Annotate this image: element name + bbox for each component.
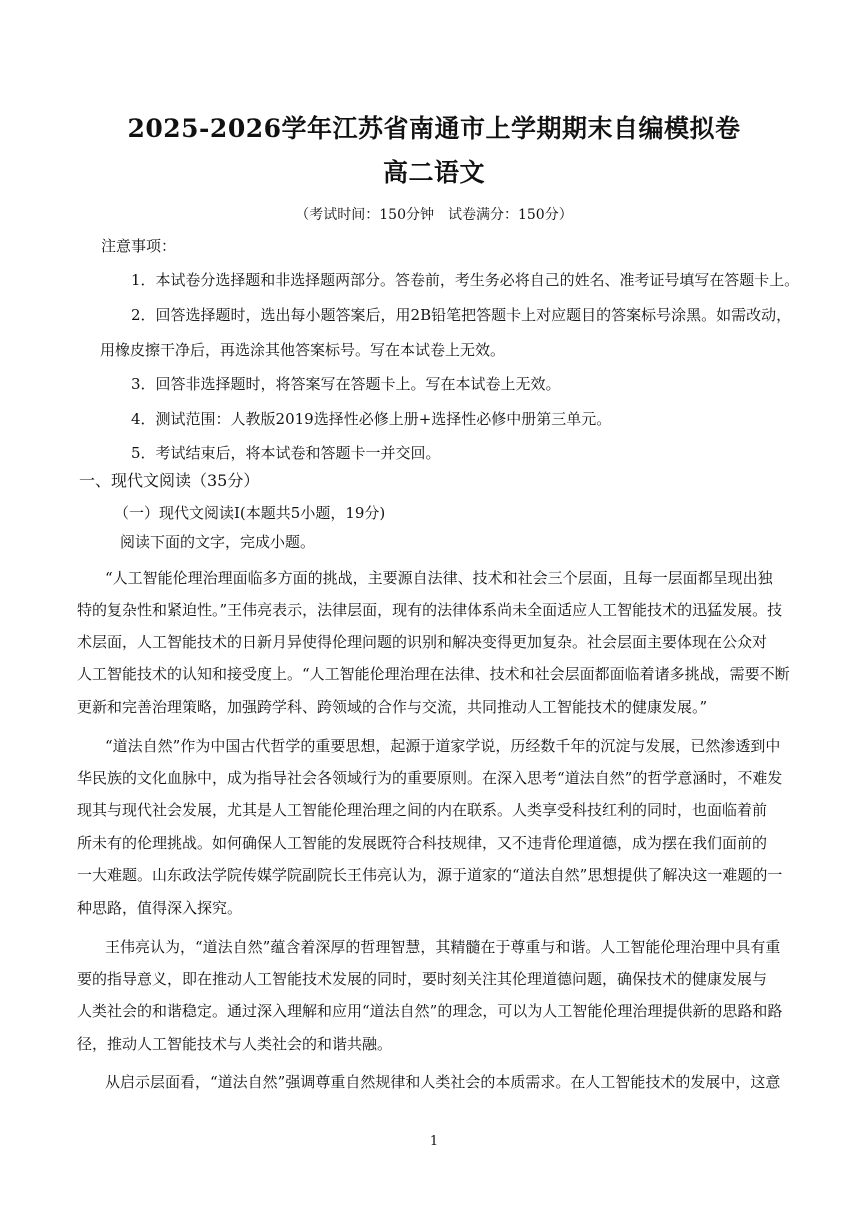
exam-subject: 高二语文	[382, 158, 485, 187]
note-item: 5．考试结束后，将本试卷和答题卡一并交回。	[131, 444, 441, 462]
section-subheading: （一）现代文阅读Ⅰ(本题共5小题，19分)	[114, 504, 386, 522]
reading-instruction: 阅读下面的文字，完成小题。	[120, 533, 316, 551]
note-item: 2．回答选择题时，选出每小题答案后，用2B铅笔把答题卡上对应题目的答案标号涂黑。如需改动，	[131, 306, 792, 324]
passage-line: 从启示层面看，“道法自然”强调尊重自然规律和人类社会的本质需求。在人工智能技术的发展中，这意	[105, 1073, 781, 1091]
passage-line: “人工智能伦理治理面临多方面的挑战，主要源自法律、技术和社会三个层面，且每一层面都呈现出独	[105, 569, 773, 587]
passage-line: 华民族的文化血脉中，成为指导社会各领域行为的重要原则。在深入思考“道法自然”的哲学意涵时，不难发	[77, 769, 783, 787]
passage-line: 种思路，值得深入探究。	[77, 899, 243, 917]
page-number: 1	[429, 1134, 439, 1149]
passage-line: 现其与现代社会发展，尤其是人工智能伦理治理之间的内在联系。人类享受科技红利的同时，也面临着前	[77, 801, 768, 819]
exam-title: 2025-2026学年江苏省南通市上学期期末自编模拟卷	[127, 114, 741, 143]
passage-line: 一大难题。山东政法学院传媒学院副院长王伟亮认为，源于道家的“道法自然”思想提供了解决这一难题的一	[77, 866, 783, 884]
passage-line: 人工智能技术的认知和接受度上。“人工智能伦理治理在法律、技术和社会层面都面临着诸多挑战，需要不断	[77, 665, 790, 683]
note-item-continuation: 用橡皮擦干净后，再选涂其他答案标号。写在本试卷上无效。	[100, 341, 506, 359]
passage-line: 术层面，人工智能技术的日新月异使得伦理问题的识别和解决变得更加复杂。社会层面主要体现在公众对	[77, 633, 768, 651]
note-item: 3．回答非选择题时，将答案写在答题卡上。写在本试卷上无效。	[131, 375, 561, 393]
note-item: 4．测试范围：人教版2019选择性必修上册+选择性必修中册第三单元。	[131, 410, 612, 428]
passage-line: 更新和完善治理策略，加强跨学科、跨领域的合作与交流，共同推动人工智能技术的健康发展。”	[77, 698, 708, 716]
passage-line: 特的复杂性和紧迫性。”王伟亮表示，法律层面，现有的法律体系尚未全面适应人工智能技术的迅猛发展。技	[77, 601, 783, 619]
note-item: 1．本试卷分选择题和非选择题两部分。答卷前，考生务必将自己的姓名、准考证号填写在答题卡上。	[131, 271, 800, 289]
section-heading: 一、现代文阅读（35分）	[79, 471, 260, 490]
passage-line: “道法自然”作为中国古代哲学的重要思想，起源于道家学说，历经数千年的沉淀与发展，已然渗透到中	[105, 737, 781, 755]
notes-heading: 注意事项：	[101, 237, 177, 255]
passage-line: 王伟亮认为，“道法自然”蕴含着深厚的哲理智慧，其精髓在于尊重与和谐。人工智能伦理治理中具有重	[105, 938, 781, 956]
exam-time-score: （考试时间：150分钟 试卷满分：150分）	[295, 207, 573, 223]
passage-line: 径，推动人工智能技术与人类社会的和谐共融。	[77, 1035, 393, 1053]
passage-line: 要的指导意义，即在推动人工智能技术发展的同时，要时刻关注其伦理道德问题，确保技术的健康发展与	[77, 970, 768, 988]
passage-line: 人类社会的和谐稳定。通过深入理解和应用“道法自然”的理念，可以为人工智能伦理治理提供新的思路和路	[77, 1002, 783, 1020]
passage-line: 所未有的伦理挑战。如何确保人工智能的发展既符合科技规律，又不违背伦理道德，成为摆在我们面前的	[77, 834, 768, 852]
